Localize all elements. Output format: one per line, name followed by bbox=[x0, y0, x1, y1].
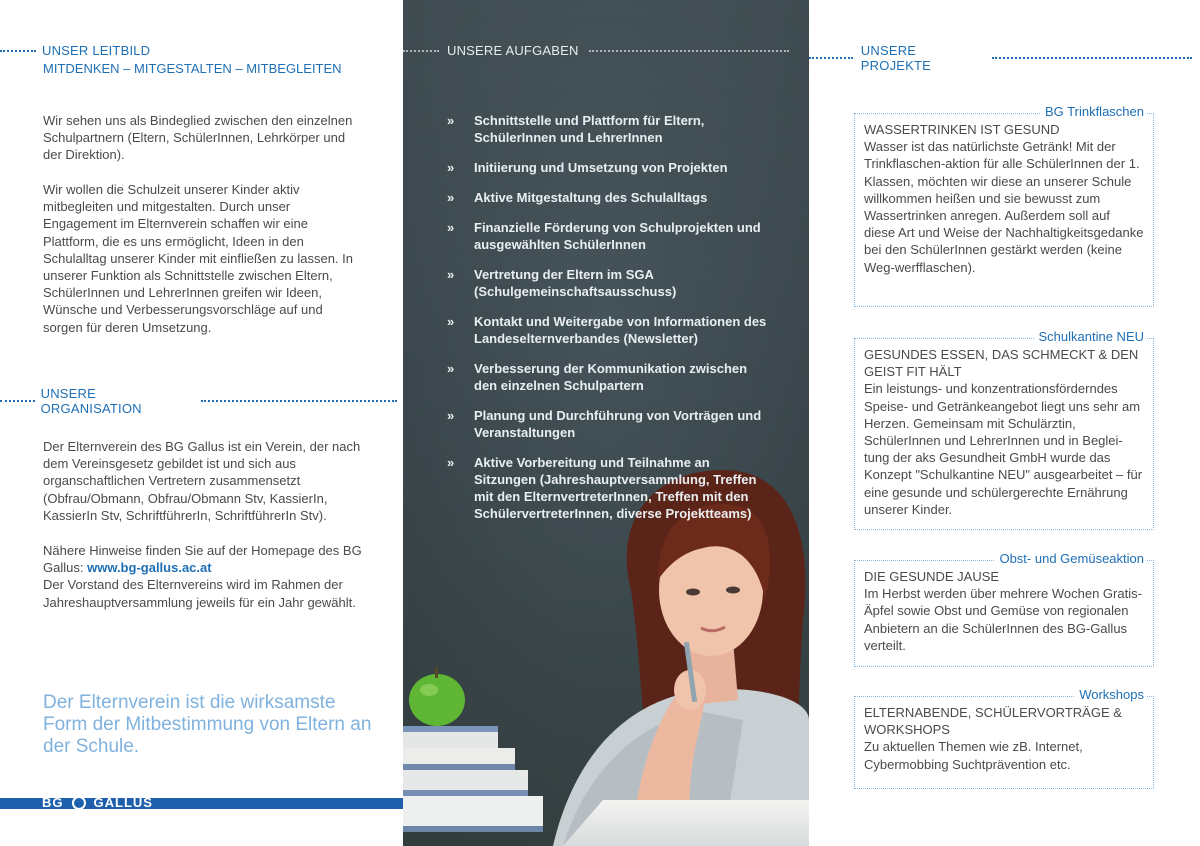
logo-ring-icon bbox=[72, 796, 86, 810]
dotted-line bbox=[589, 50, 789, 52]
homepage-intro: Nähere Hinweise finden Sie auf der Homepage des BG Gallus: bbox=[43, 543, 362, 576]
homepage-paragraph bbox=[43, 542, 363, 611]
organisation-header bbox=[0, 386, 403, 416]
task-item bbox=[447, 266, 767, 300]
bullet-icon: » bbox=[447, 220, 455, 235]
projekte-heading: UNSERE PROJEKTE bbox=[860, 43, 932, 73]
task-text: Initiierung und Umsetzung von Projekten bbox=[474, 160, 728, 175]
task-item bbox=[447, 159, 767, 176]
left-panel bbox=[0, 0, 403, 846]
bullet-icon: » bbox=[447, 160, 455, 175]
project-text: Wasser ist das natürlichste Getränk! Mit der Trinkflaschen-aktion für alle SchülerInnen der 1. Klassen, möchten wir diese an unserer Schule willkommen heißen und sie bewusst zum Wassertrinken anregen. Außerdem soll auf diese Art und Weise der Nachhaltigkeitsgedanke bei den SchülerInnen gestärkt werden (keine Weg-werfflaschen). bbox=[864, 139, 1144, 275]
aufgaben-heading: UNSERE AUFGABEN bbox=[447, 43, 579, 58]
project-label: BG Trinkflaschen bbox=[1040, 104, 1147, 120]
task-text: Aktive Vorbereitung und Teilnahme an Sitzungen (Jahreshauptversammlung, Treffen mit den ElternvertreterInnen, Treffen mit den SchülervertreterInnen, diverse Projektteams) bbox=[474, 455, 757, 521]
project-title: GESUNDES ESSEN, DAS SCHMECKT & DEN GEIST FIT HÄLT bbox=[864, 347, 1139, 380]
task-item bbox=[447, 313, 767, 347]
middle-panel bbox=[403, 0, 809, 846]
dotted-line bbox=[992, 57, 1192, 59]
task-text: Finanzielle Förderung von Schulprojekten und ausgewählten SchülerInnen bbox=[474, 220, 761, 252]
project-title: WASSERTRINKEN IST GESUND bbox=[864, 122, 1060, 137]
dotted-line bbox=[809, 57, 853, 59]
project-box-obst-gemuese bbox=[854, 551, 1154, 667]
task-item bbox=[447, 360, 767, 394]
dotted-line bbox=[0, 50, 36, 52]
organisation-paragraph: Der Elternverein des BG Gallus ist ein Verein, der nach dem Vereinsgesetz gebildet ist und sich aus organschaftlichen Vertretern zusammensetzt (Obfrau/Obmann, Obfrau/Obmann Stv, KassierIn, KassierIn Stv, SchriftführerIn, SchriftführerIn Stv). bbox=[43, 439, 361, 523]
right-panel bbox=[809, 0, 1200, 846]
task-text: Planung und Durchführung von Vorträgen und Veranstaltungen bbox=[474, 408, 762, 440]
task-text: Kontakt und Weitergabe von Informationen des Landeselternverbandes (Newsletter) bbox=[474, 314, 767, 346]
project-box-workshops bbox=[854, 687, 1154, 789]
project-box-trinkflaschen bbox=[854, 104, 1154, 307]
leitbild-heading: UNSER LEITBILD bbox=[42, 43, 151, 58]
project-text: Zu aktuellen Themen wie zB. Internet, Cybermobbing Suchtprävention etc. bbox=[864, 739, 1083, 772]
task-item bbox=[447, 454, 767, 522]
task-item bbox=[447, 112, 767, 146]
dotted-line bbox=[0, 400, 35, 402]
quote-text: Der Elternverein ist die wirksamste Form der Mitbestimmung von Eltern an der Schule. bbox=[43, 692, 372, 757]
logo-text-left: BG bbox=[42, 795, 64, 810]
project-label: Obst- und Gemüseaktion bbox=[994, 551, 1147, 567]
bullet-icon: » bbox=[447, 361, 455, 376]
task-text: Vertretung der Eltern im SGA (Schulgemeinschaftsausschuss) bbox=[474, 267, 677, 299]
task-item bbox=[447, 219, 767, 253]
website-link[interactable]: www.bg-gallus.ac.at bbox=[87, 560, 212, 576]
dotted-line bbox=[201, 400, 397, 402]
task-item bbox=[447, 189, 767, 206]
task-text: Aktive Mitgestaltung des Schulalltags bbox=[474, 190, 708, 205]
bg-gallus-logo bbox=[42, 795, 153, 810]
projekte-header bbox=[809, 43, 1200, 73]
leitbild-subheading: MITDENKEN – MITGESTALTEN – MITBEGLEITEN bbox=[43, 61, 342, 76]
bullet-icon: » bbox=[447, 408, 455, 423]
project-title: ELTERNABENDE, SCHÜLERVORTRÄGE & WORKSHOPS bbox=[864, 705, 1122, 738]
project-title: DIE GESUNDE JAUSE bbox=[864, 569, 1000, 584]
project-label: Schulkantine NEU bbox=[1034, 329, 1148, 345]
bullet-icon: » bbox=[447, 455, 455, 470]
logo-text-right: GALLUS bbox=[93, 795, 153, 810]
project-label: Workshops bbox=[1074, 687, 1147, 703]
project-box-schulkantine bbox=[854, 329, 1154, 530]
project-text: Ein leistungs- und konzentrationsförderndes Speise- und Getränkeangebot liegt uns sehr am Herzen. Gemeinsam mit Schulärztin, SchülerInnen und LehrerInnen und in Beglei-tung der aks Gesundheit GmbH wurde das Konzept "Schulkantine NEU" ausgearbeitet – für eine gesunde und schülergerechte Ernährung unserer Kinder. bbox=[864, 381, 1143, 517]
task-text: Verbesserung der Kommunikation zwischen den einzelnen Schulpartern bbox=[474, 361, 748, 393]
bullet-icon: » bbox=[447, 267, 455, 282]
leitbild-header bbox=[0, 43, 150, 58]
bullet-icon: » bbox=[447, 190, 455, 205]
dotted-line bbox=[403, 50, 439, 52]
aufgaben-header bbox=[403, 43, 797, 58]
organisation-heading: UNSERE ORGANISATION bbox=[40, 386, 142, 416]
leitbild-paragraph-2: Wir wollen die Schulzeit unserer Kinder aktiv mitbegleiten und mitgestalten. Durch unser Engagement im Elternverein schaffen wir eine Plattform, die es uns ermöglicht, Ideen in den Schulalltag unserer Kinder mit einfließen zu lassen. In unserer Funktion als Schnittstelle zwischen Eltern, SchülerInnen und LehrerInnen greifen wir Ideen, Wünsche und Verbesserungsvorschläge auf und sorgen für deren Umsetzung. bbox=[43, 182, 353, 335]
task-item bbox=[447, 407, 767, 441]
vorstand-text: Der Vorstand des Elternvereins wird im Rahmen der Jahreshauptversammlung jeweils für ein Jahr gewählt. bbox=[43, 577, 356, 610]
bullet-icon: » bbox=[447, 314, 455, 329]
leitbild-paragraph-1: Wir sehen uns als Bindeglied zwischen den einzelnen Schulpartnern (Eltern, SchülerInnen, Lehrkörper und der Direktion). bbox=[43, 113, 353, 163]
bullet-icon: » bbox=[447, 113, 455, 128]
task-text: Schnittstelle und Plattform für Eltern, SchülerInnen und LehrerInnen bbox=[474, 113, 705, 145]
project-text: Im Herbst werden über mehrere Wochen Gratis-Äpfel sowie Obst und Gemüse von regionalen Anbietern an die SchülerInnen des BG-Gallus verteilt. bbox=[864, 586, 1142, 653]
task-list bbox=[447, 112, 767, 535]
